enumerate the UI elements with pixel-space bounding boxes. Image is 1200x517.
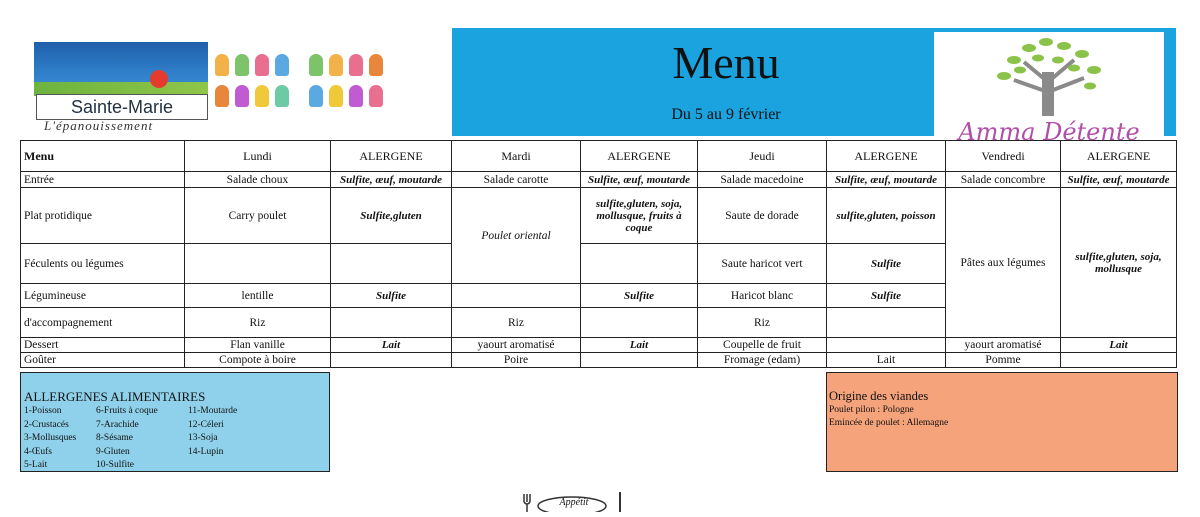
meat-origin-box bbox=[826, 372, 1178, 472]
logo-name: Sainte-Marie bbox=[36, 94, 208, 120]
header-menu: Menu bbox=[21, 141, 185, 172]
row-label: Plat protidique bbox=[21, 188, 185, 244]
cell-lundi: Compote à boire bbox=[185, 353, 331, 368]
cell-vendredi: Pâtes aux légumes bbox=[946, 188, 1061, 338]
cell-jeudi: Fromage (edam) bbox=[698, 353, 827, 368]
allergen-item: 5-Lait bbox=[24, 460, 48, 470]
table-row-gouter bbox=[21, 353, 1177, 368]
appetit-logo bbox=[522, 490, 628, 512]
school-logo bbox=[34, 42, 208, 138]
cell-allergen bbox=[331, 353, 452, 368]
allergen-item: 9-Gluten bbox=[96, 446, 130, 457]
allergen-item: 2-Crustacés bbox=[24, 419, 69, 430]
cell-lundi bbox=[185, 244, 331, 284]
cell-allergen bbox=[827, 308, 946, 338]
cell-allergen bbox=[1061, 353, 1177, 368]
header-allergene: ALERGENE bbox=[827, 141, 946, 172]
row-label: Goûter bbox=[21, 353, 185, 368]
cell-mardi: Poulet oriental bbox=[452, 188, 581, 284]
cell-allergen: Lait bbox=[827, 353, 946, 368]
allergen-item: 3-Mollusques bbox=[24, 433, 77, 443]
cell-jeudi: Salade macedoine bbox=[698, 172, 827, 188]
header-mardi: Mardi bbox=[452, 141, 581, 172]
cell-allergen: Sulfite bbox=[581, 284, 698, 308]
cell-allergen: Sulfite, œuf, moutarde bbox=[331, 172, 452, 188]
header-allergene: ALERGENE bbox=[1061, 141, 1177, 172]
cell-allergen: Lait bbox=[331, 338, 452, 353]
allergen-item: 12-Céleri bbox=[188, 419, 224, 430]
cell-allergen bbox=[331, 244, 452, 284]
allergen-item: 14-Lupin bbox=[188, 446, 224, 457]
cell-jeudi: Saute haricot vert bbox=[698, 244, 827, 284]
allergen-item: 4-Œufs bbox=[24, 446, 52, 457]
allergen-item: 13-Soja bbox=[188, 433, 218, 443]
cell-lundi: Flan vanille bbox=[185, 338, 331, 353]
cell-vendredi: Salade concombre bbox=[946, 172, 1061, 188]
allergen-item: 1-Poisson bbox=[24, 406, 62, 416]
table-header-row bbox=[21, 141, 1177, 172]
menu-date-range: Du 5 au 9 février bbox=[671, 106, 781, 123]
cell-lundi: Salade choux bbox=[185, 172, 331, 188]
allergen-item: 10-Sulfite bbox=[96, 460, 134, 470]
allergen-item: 6-Fruits à coque bbox=[96, 406, 158, 416]
cell-mardi: Poire bbox=[452, 353, 581, 368]
cell-mardi: yaourt aromatisé bbox=[452, 338, 581, 353]
cell-vendredi: Pomme bbox=[946, 353, 1061, 368]
cell-allergen: Lait bbox=[581, 338, 698, 353]
table-row-entree bbox=[21, 172, 1177, 188]
allergen-column bbox=[24, 405, 76, 473]
allergen-item: 7-Arachide bbox=[96, 419, 139, 430]
cell-mardi: Salade carotte bbox=[452, 172, 581, 188]
partner-name: Amma Détente bbox=[958, 118, 1140, 146]
row-label: Dessert bbox=[21, 338, 185, 353]
cell-jeudi: Haricot blanc bbox=[698, 284, 827, 308]
cell-jeudi: Coupelle de fruit bbox=[698, 338, 827, 353]
meat-origin-line: Poulet pilon : Pologne bbox=[829, 405, 914, 415]
logo-sun bbox=[150, 70, 168, 88]
cell-allergen bbox=[581, 308, 698, 338]
table-row-plat bbox=[21, 188, 1177, 244]
header-jeudi: Jeudi bbox=[698, 141, 827, 172]
allergen-item: 8-Sésame bbox=[96, 433, 133, 443]
meat-origin-title: Origine des viandes bbox=[829, 389, 929, 403]
cell-allergen: Sulfite bbox=[827, 284, 946, 308]
allergen-legend-title: ALLERGENES ALIMENTAIRES bbox=[24, 389, 206, 404]
cell-allergen bbox=[827, 338, 946, 353]
cell-allergen: Sulfite, œuf, moutarde bbox=[1061, 172, 1177, 188]
menu-table bbox=[20, 140, 1177, 368]
cell-allergen: sulfite,gluten, soja, mollusque, fruits à coque bbox=[581, 188, 698, 244]
row-label: Féculents ou légumes bbox=[21, 244, 185, 284]
cell-allergen: Lait bbox=[1061, 338, 1177, 353]
cell-allergen: Sulfite, œuf, moutarde bbox=[581, 172, 698, 188]
cell-allergen: sulfite,gluten, soja, mollusque bbox=[1061, 188, 1177, 338]
children-illustration-left bbox=[212, 52, 292, 122]
tree-icon bbox=[934, 32, 1164, 122]
cell-allergen: sulfite,gluten, poisson bbox=[827, 188, 946, 244]
header-allergene: ALERGENE bbox=[581, 141, 698, 172]
cell-mardi bbox=[452, 284, 581, 308]
allergen-column bbox=[96, 405, 158, 473]
cell-jeudi: Saute de dorade bbox=[698, 188, 827, 244]
row-label: Entrée bbox=[21, 172, 185, 188]
cell-vendredi: yaourt aromatisé bbox=[946, 338, 1061, 353]
cell-allergen bbox=[331, 308, 452, 338]
cell-mardi: Riz bbox=[452, 308, 581, 338]
meat-origin-line: Emincée de poulet : Allemagne bbox=[829, 418, 949, 428]
row-label: Légumineuse bbox=[21, 284, 185, 308]
cell-allergen bbox=[581, 353, 698, 368]
cell-allergen: Sulfite bbox=[827, 244, 946, 284]
cell-lundi: Riz bbox=[185, 308, 331, 338]
table-row-dessert bbox=[21, 338, 1177, 353]
cell-jeudi: Riz bbox=[698, 308, 827, 338]
cell-allergen: Sulfite bbox=[331, 284, 452, 308]
header-lundi: Lundi bbox=[185, 141, 331, 172]
row-label: d'accompagnement bbox=[21, 308, 185, 338]
allergen-legend bbox=[20, 372, 330, 472]
cell-allergen: Sulfite,gluten bbox=[331, 188, 452, 244]
allergen-column bbox=[188, 405, 237, 459]
allergen-item: 11-Moutarde bbox=[188, 406, 238, 416]
partner-logo bbox=[934, 32, 1164, 146]
cell-lundi: Carry poulet bbox=[185, 188, 331, 244]
header-vendredi: Vendredi bbox=[946, 141, 1061, 172]
logo-tagline: L'épanouissement bbox=[44, 118, 154, 133]
cell-allergen bbox=[581, 244, 698, 284]
menu-title: Menu bbox=[672, 37, 780, 88]
header-allergene: ALERGENE bbox=[331, 141, 452, 172]
appetit-text: Appétit bbox=[559, 497, 589, 508]
cell-lundi: lentille bbox=[185, 284, 331, 308]
cell-allergen: Sulfite, œuf, moutarde bbox=[827, 172, 946, 188]
children-illustration-right bbox=[306, 52, 386, 122]
